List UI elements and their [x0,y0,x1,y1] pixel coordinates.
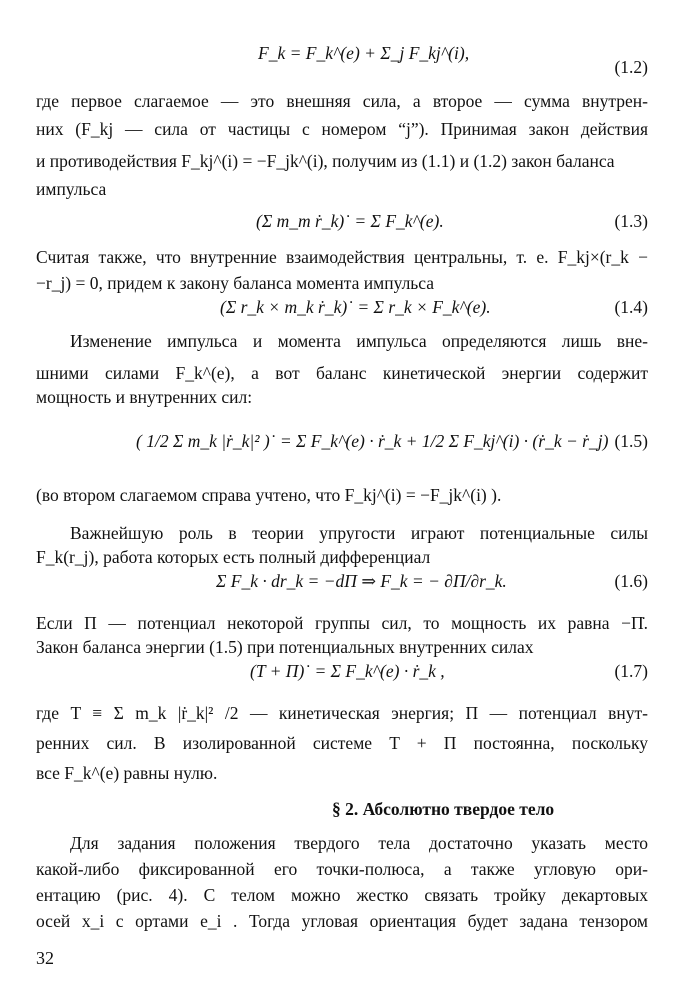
text-line: какой-либо фиксированной его точки-полюса, а также угловую ори- [36,859,648,879]
equation-1-6-number: (1.6) [614,571,648,591]
text-line: импульса [36,179,107,199]
equation-1-3 [256,208,444,234]
equation-1-4-text: (Σ r_k × m_k ṙ_k)˙ = Σ r_k × F_k^(e). [220,297,491,317]
text-line: все F_k^(e) равны нулю. [36,763,218,783]
equation-1-3-number: (1.3) [614,211,648,231]
text-line: мощность и внутренних сил: [36,387,253,407]
text-line: них (F_kj — сила от частицы с номером “j”). Принимая закон действия [36,119,648,139]
equation-1-5-text: ( 1/2 Σ m_k |ṙ_k|² )˙ = Σ F_k^(e) · ṙ_k + 1/2 Σ F_kj^(i) · (ṙ_k − ṙ_j) [136,431,609,451]
section-heading: § 2. Абсолютно твердое тело [332,799,555,819]
equation-1-7-number: (1.7) [614,661,648,681]
equation-1-7 [250,658,445,684]
text-line: Считая также, что внутренние взаимодействия центральны, т. е. F_kj×(r_k − [36,247,648,267]
text-line: Закон баланса энергии (1.5) при потенциальных внутренних силах [36,637,534,657]
equation-1-2 [258,40,469,66]
equation-1-5 [136,428,608,454]
equation-1-3-text: (Σ m_m ṙ_k)˙ = Σ F_k^(e). [256,211,444,231]
text-line: −r_j) = 0, придем к закону баланса момента импульса [36,273,435,293]
equation-1-7-text: (T + П)˙ = Σ F_k^(e) · ṙ_k , [250,661,445,681]
text-line: Важнейшую роль в теории упругости играют потенциальные силы [70,523,648,543]
text-line: Для задания положения твердого тела достаточно указать место [70,833,648,853]
equation-1-4 [220,294,491,320]
equation-1-5-number: (1.5) [614,431,648,451]
text-line: Если П — потенциал некоторой группы сил, то мощность их равна −П̇. [36,613,648,633]
equation-1-4-number: (1.4) [614,297,648,317]
text-line: (во втором слагаемом справа учтено, что F_kj^(i) = −F_jk^(i) ). [36,485,502,505]
text-line: и противодействия F_kj^(i) = −F_jk^(i), получим из (1.1) и (1.2) закон баланса [36,151,615,171]
text-line: где первое слагаемое — это внешняя сила, а второе — сумма внутрен- [36,91,648,111]
equation-1-2-number: (1.2) [614,57,648,77]
equation-1-2-text: F_k = F_k^(e) + Σ_j F_kj^(i), [258,43,470,63]
text-line: осей x_i с ортами e_i . Тогда угловая ориентация будет задана тензором [36,911,648,931]
text-line: ренних сил. В изолированной системе T + П постоянна, поскольку [36,733,648,753]
equation-1-6-text: Σ F_k · dr_k = −dП ⇒ F_k = − ∂П/∂r_k. [216,571,507,591]
equation-1-6 [216,568,507,594]
text-line: F_k(r_j), работа которых есть полный дифференциал [36,547,431,567]
text-line: где T ≡ Σ m_k |ṙ_k|² /2 — кинетическая энергия; П — потенциал внут- [36,703,648,723]
page-number: 32 [36,948,54,968]
text-line: шними силами F_k^(e), а вот баланс кинетической энергии содержит [36,363,648,383]
text-line: ентацию (рис. 4). С телом можно жестко связать тройку декартовых [36,885,648,905]
text-line: Изменение импульса и момента импульса определяются лишь вне- [70,331,648,351]
